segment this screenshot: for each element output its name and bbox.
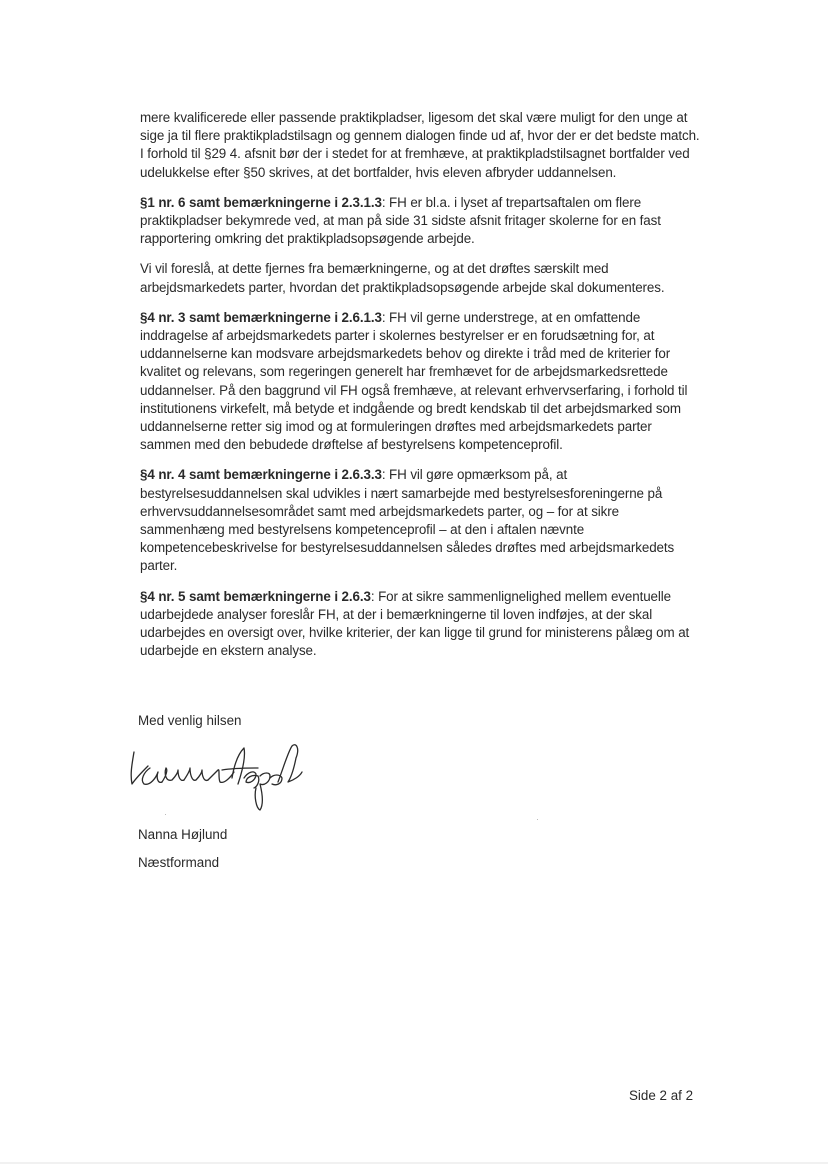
document-body [140, 109, 705, 672]
signer-title: Næstformand [138, 855, 220, 870]
scan-edge [0, 1162, 828, 1164]
paragraph-section-1-6 [140, 194, 705, 249]
paragraph-heading: §4 nr. 5 samt bemærkningerne i 2.6.3 [140, 588, 371, 604]
page-number: Side 2 af 2 [629, 1088, 694, 1103]
signer-name: Nanna Højlund [138, 827, 228, 842]
paragraph-heading: §4 nr. 3 samt bemærkningerne i 2.6.1.3 [140, 309, 382, 325]
paragraph-text: : FH vil gøre opmærksom på, at bestyrelsesuddannelsen skal udvikles i nært samarbejde med bestyrelsesforeningerne på erhvervsuddannelsesområdet samt med arbejdsmarkedets parter, og – for at sikre sammenhæng med bestyrelsens kompetenceprofil – at den i aftalen nævnte kompetencebeskrivelse for bestyrelsesuddannelsen således drøftes med arbejdsmarkedets parter. [140, 467, 675, 574]
paragraph-section-4-4 [140, 466, 705, 575]
paragraph-text: Vi vil foreslå, at dette fjernes fra bemærkningerne, og at det drøftes særskilt med arbejdsmarkedets parter, hvordan det praktikpladsopsøgende arbejde skal dokumenteres. [140, 261, 665, 295]
handwritten-signature [120, 738, 310, 814]
paragraph-heading: §1 nr. 6 samt bemærkningerne i 2.3.1.3 [140, 194, 382, 210]
paragraph-heading: §4 nr. 4 samt bemærkningerne i 2.6.3.3 [140, 467, 382, 483]
paragraph-proposal [140, 260, 705, 296]
paragraph-section-4-3 [140, 309, 705, 455]
scan-speck [165, 814, 166, 815]
paragraph-text: mere kvalificerede eller passende praktikpladser, ligesom det skal være muligt for den unge at sige ja til flere praktikpladstilsagn og gennem dialogen finde ud af, hvor der er det bedste match. I forhold til §29 4. afsnit bør der i stedet for at fremhæve, at praktikpladstilsagnet bortfalder ved udelukkelse efter §50 skrives, at det bortfalder, hvis eleven afbryder uddannelsen. [140, 110, 700, 180]
paragraph-text: : FH er bl.a. i lyset af trepartsaftalen om flere praktikpladser bekymrede ved, at man på side 31 sidste afsnit fritager skolerne for en fast rapportering omkring det praktikpladsopsøgende arbejde. [140, 194, 661, 247]
paragraph-text: : FH vil gerne understrege, at en omfattende inddragelse af arbejdsmarkedets parter i skolernes bestyrelser er en forudsætning for, at uddannelserne kan modsvare arbejdsmarkedets behov og direkte i tråd med de kriterier for kvalitet og relevans, som regeringen generelt har fremhævet for de arbejdsmarkedsrettede uddannelser. På den baggrund vil FH også fremhæve, at relevant erhvervserfaring, i forhold til institutionens virkefelt, må betyde et indgående og bredt kendskab til det arbejdsmarked som uddannelserne retter sig imod og at formuleringen drøftes med arbejdsmarkedets parter sammen med den bebudede drøftelse af bestyrelsens kompetenceprofil. [140, 309, 688, 453]
paragraph-section-4-5 [140, 588, 705, 661]
paragraph-text: : For at sikre sammenlignelighed mellem eventuelle udarbejdede analyser foreslår FH, at der i bemærkningerne til loven indføjes, at der skal udarbejdes en oversigt over, hvilke kriterier, der kan ligge til grund for ministerens pålæg om at udarbejde en ekstern analyse. [140, 588, 690, 659]
closing-greeting: Med venlig hilsen [138, 713, 242, 728]
paragraph-continuation [140, 109, 705, 182]
scan-speck [537, 819, 538, 820]
